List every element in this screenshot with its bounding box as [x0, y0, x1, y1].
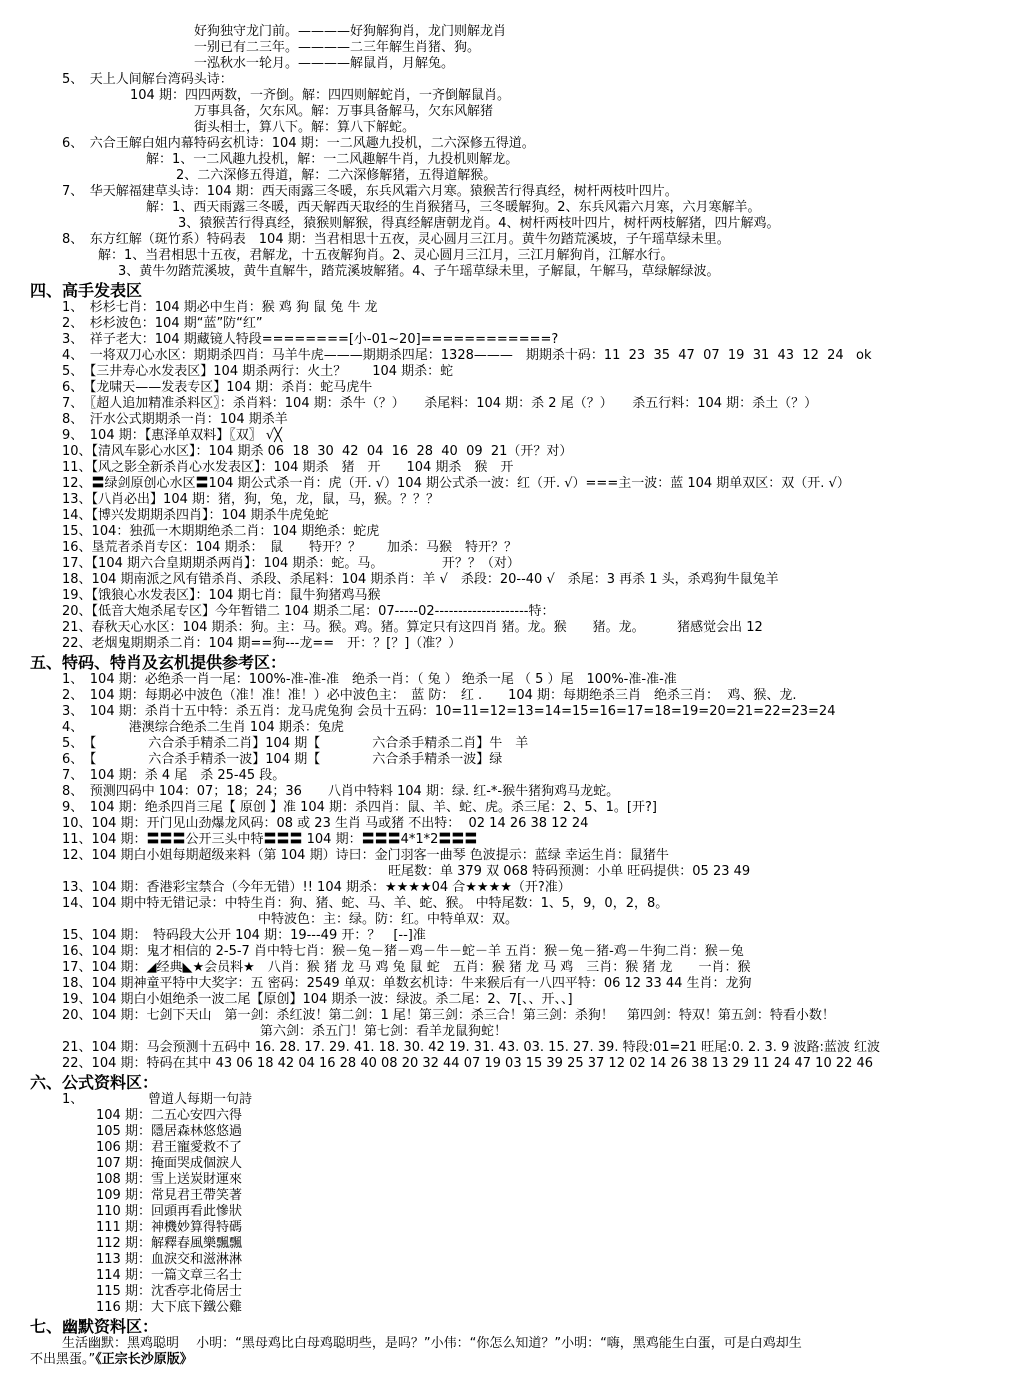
top-line-12: 解：1、西天雨露三冬暖，西天解西天取经的生肖猴猪马，三冬暖解狗。2、东兵风霜六月寒，六月寒解羊。: [146, 200, 761, 215]
list-item: 114 期：一篇文章三名士: [96, 1268, 242, 1283]
list-item: 1、 杉杉七肖：104 期必中生肖：猴 鸡 狗 鼠 兔 牛 龙: [62, 300, 378, 315]
top-line-16: 3、黄牛勿踏荒溪坡，黄牛直解牛，踏荒溪坡解猪。4、子午瑶草绿未里，子解鼠，午解马，草绿解绿波。: [118, 264, 720, 279]
list-item: 10、104 期：开门见山劲爆龙风码：08 或 23 生肖 马或猪 不出特： 02 14 26 38 12 24: [62, 816, 589, 831]
joke-ending: 不出黑蛋。”: [30, 1352, 96, 1367]
top-line-7: 街头相士，算八下。解：算八下解蛇。: [194, 120, 416, 135]
list-item: 6、 【 六合杀手精杀一波】104 期【 六合杀手精杀一波】绿: [62, 752, 503, 767]
top-line-8: 6、 六合王解白姐内幕特码玄机诗：104 期：一二风趣九投机，二六深修五得道。: [62, 136, 535, 151]
brand-label: 《正宗长沙原版》: [95, 1352, 193, 1367]
list-item: 8、 汗水公式期期杀一肖：104 期杀羊: [62, 412, 288, 427]
section-6-number: 1、: [62, 1092, 84, 1107]
top-line-5: 104 期：四四两数，一齐倒。解：四四则解蛇肖，一齐倒解鼠肖。: [130, 88, 510, 103]
list-item: 105 期：隱居森林悠悠過: [96, 1124, 242, 1139]
list-item: 17、【104 期六合皇期期杀两肖】：104 期杀：蛇。马。 开？？（对）: [62, 556, 520, 571]
top-line-6: 万事具备，欠东风。解：万事具备解马，欠东风解猪: [194, 104, 494, 119]
list-item: 10、【清风车影心水区】：104 期杀 06 18 30 42 04 16 28 40 09 21（开？对）: [62, 444, 573, 459]
list-item: 20、104 期：七剑下天山 第一剑：杀红波！第二剑：1 尾！第三剑：杀三合！第三剑：杀狗！ 第四剑：特双！第五剑：特看小数！: [62, 1008, 835, 1023]
top-line-3: 一泓秋水一轮月。————解鼠肖，月解兔。: [194, 56, 455, 71]
top-line-13: 3、猿猴苦行得真经，猿猴则解猴，得真经解唐朝龙肖。4、树杆两枝叶四片，树杆两枝解猪，四片解鸡。: [178, 216, 780, 231]
list-item: 9、 104 期：【惠泽单双料】〖双〗 √╳: [62, 428, 282, 443]
list-item: 15、104：独孤一木期期绝杀二肖：104 期绝杀：蛇虎: [62, 524, 380, 539]
list-item: 11、104 期：〓〓〓公开三头中特〓〓〓 104 期：〓〓〓4*1*2〓〓〓: [62, 832, 478, 847]
list-item: 115 期：沈香亭北倚居士: [96, 1284, 242, 1299]
list-item: 14、104 期中特无错记录：中特生肖：狗、猪、蛇、马、羊、蛇、猴。 中特尾数：1、5，9，0，2，8。: [62, 896, 669, 911]
list-item: 4、 港澳综合绝杀二生肖 104 期杀：兔虎: [62, 720, 344, 735]
list-item: 22、104 期：特码在其中 43 06 18 42 04 16 28 40 08 20 32 44 07 19 03 15 39 25 37 12 02 14 26 38 13 29 11 24 47 10 22 46: [62, 1056, 874, 1071]
top-line-14: 8、 东方红解（斑竹系）特码表 104 期：当君相思十五夜，灵心圆月三江月。黄牛勿踏荒溪坡，子午瑶草绿未里。: [62, 232, 730, 247]
top-line-11: 7、 华天解福建草头诗：104 期：西天雨露三冬暖，东兵风霜六月寒。猿猴苦行得真经，树杆两枝叶四片。: [62, 184, 678, 199]
list-item: 21、春秋天心水区：104 期杀：狗。主：马。猴。鸡。猪。算定只有这四肖 猪。龙。猴 猪。龙。 猪感觉会出 12: [62, 620, 763, 635]
list-item: 7、 〖超人追加精准杀料区〗：杀肖料：104 期：杀牛（？） 杀尾料：104 期：杀 2 尾（？） 杀五行料：104 期：杀土（？）: [62, 396, 818, 411]
list-item: 14、【博兴发期期杀四肖】：104 期杀牛虎兔蛇: [62, 508, 329, 523]
section-4-title: 四、高手发表区: [30, 281, 143, 300]
list-item: 9、 104 期：绝杀四肖三尾【 原创 】准 104 期：杀四肖：鼠、羊、蛇、虎。杀三尾：2、5、1。[开?]: [62, 800, 657, 815]
section-7-title: 七、幽默资料区：: [30, 1317, 159, 1336]
list-item: 112 期：解釋春風樂飄飄: [96, 1236, 242, 1251]
list-item: 20、【低音大炮杀尾专区】今年暂错二 104 期杀二尾：07-----02--------------------特：: [62, 604, 555, 619]
list-item: 17、104 期：◢经典◣★会员料★ 八肖：猴 猪 龙 马 鸡 兔 鼠 蛇 五肖：猴 猪 龙 马 鸡 三肖：猴 猪 龙 一肖：猴: [62, 960, 751, 975]
list-item: 22、老烟鬼期期杀二肖：104 期==狗---龙== 开：？[？]（准？）: [62, 636, 462, 651]
top-line-10: 2、二六深修五得道，解：二六深修解猪，五得道解猴。: [176, 168, 497, 183]
list-item: 108 期：雪上送炭財運來: [96, 1172, 242, 1187]
list-item: 19、104 期白小姐绝杀一波二尾【原创】104 期杀一波：绿波。杀二尾：2、7[、、开、、]: [62, 992, 573, 1007]
list-item: 6、 【龙啸天——发表专区】104 期：杀肖：蛇马虎牛: [62, 380, 373, 395]
list-item-cont: 旺尾数：单 379 双 068 特码预测：小单 旺码提供：05 23 49: [388, 864, 751, 879]
list-item: 12、104 期白小姐每期超级来料（第 104 期）诗曰：金门羽客一曲琴 色波提示：蓝绿 幸运生肖：鼠猪牛: [62, 848, 669, 863]
list-item: 8、 预测四码中 104：07；18；24；36 八肖中特料 104 期：绿. 红-*-猴牛猪狗鸡马龙蛇。: [62, 784, 620, 799]
list-item: 5、 【三井寿心水发表区】104 期杀两行：火土？ 104 期杀：蛇: [62, 364, 454, 379]
joke-line-1: 生活幽默：黑鸡聪明 小明：“黑母鸡比白母鸡聪明些，是吗？”小伟：“你怎么知道？”小明：“嗨，黑鸡能生白蛋，可是白鸡却生: [62, 1336, 802, 1351]
list-item: 16、垦荒者杀肖专区：104 期杀： 鼠 特开？？ 加杀：马猴 特开？？: [62, 540, 517, 555]
list-item: 16、104 期：鬼才相信的 2-5-7 肖中特七肖：猴－兔－猪－鸡－牛－蛇－羊 五肖：猴－兔－猪-鸡－牛狗二肖：猴－兔: [62, 944, 744, 959]
list-item: 18、104 期神童平特中大奖字：五 密码：2549 单双：单数玄机诗：牛来猴后有一八四平特：06 12 33 44 生肖：龙狗: [62, 976, 752, 991]
list-item: 109 期：常見君王帶笑著: [96, 1188, 242, 1203]
list-item: 110 期：回頭再看此慘狀: [96, 1204, 242, 1219]
list-item: 107 期：掩面哭成個淚人: [96, 1156, 242, 1171]
list-item: 116 期：大下底下鐵公雞: [96, 1300, 242, 1315]
list-item: 12、〓绿剑原创心水区〓104 期公式杀一肖：虎（开. √）104 期公式杀一波：红（开. √）===主一波：蓝 104 期单双区：双（开. √）: [62, 476, 850, 491]
list-item: 4、 一将双刀心水区：期期杀四肖：马羊牛虎———期期杀四尾：1328——— 期期杀十码：11 23 35 47 07 19 31 43 12 24 ok: [62, 348, 872, 363]
top-line-2: 一别已有二三年。————二三年解生肖猪、狗。: [194, 40, 481, 55]
list-item: 18、104 期南派之风有错杀肖、杀段、杀尾料：104 期杀肖：羊 √ 杀段：20--40 √ 杀尾：3 再杀 1 头，杀鸡狗牛鼠兔羊: [62, 572, 779, 587]
list-item: 13、104 期：香港彩宝禁合（今年无错）!! 104 期杀：★★★★04 合★★★★（开?准）: [62, 880, 571, 895]
list-item: 5、 【 六合杀手精杀二肖】104 期【 六合杀手精杀二肖】牛 羊: [62, 736, 529, 751]
list-item: 2、 104 期：每期必中波色（准！准！准！）必中波色主： 蓝 防： 红 . 104 期：每期绝杀三肖 绝杀三肖： 鸡、猴、龙.: [62, 688, 797, 703]
list-item: 19、【饿狼心水发表区】：104 期七肖：鼠牛狗猪鸡马猴: [62, 588, 381, 603]
list-item: 104 期：二五心安四六得: [96, 1108, 242, 1123]
list-item: 13、【八肖必出】104 期：猪，狗，兔，龙，鼠，马，猴。？？？: [62, 492, 439, 507]
list-item: 111 期：神機妙算得特碼: [96, 1220, 242, 1235]
list-item: 15、104 期： 特码段大公开 104 期：19---49 开：？ [--]准: [62, 928, 426, 943]
list-item: 113 期：血淚交和滋淋淋: [96, 1252, 242, 1267]
list-item: 3、 祥子老大：104 期藏镜人特段========[小-01~20]============?: [62, 332, 559, 347]
list-item: 2、 杉杉波色：104 期“蓝”防“红”: [62, 316, 263, 331]
top-line-1: 好狗独守龙门前。————好狗解狗肖，龙门则解龙肖: [194, 24, 507, 39]
list-item-cont: 第六剑：杀五门！第七剑：看羊龙鼠狗蛇！: [260, 1024, 508, 1039]
list-item: 1、 104 期：必绝杀一肖一尾：100%-准-准-准 绝杀一肖：（ 兔 ） 绝杀一尾 （ 5 ）尾 100%-准-准-准: [62, 672, 677, 687]
list-item: 7、 104 期：杀 4 尾 杀 25-45 段。: [62, 768, 286, 783]
section-5-title: 五、特码、特肖及玄机提供参考区：: [30, 653, 287, 672]
top-line-4: 5、 天上人间解台湾码头诗：: [62, 72, 233, 87]
top-line-9: 解：1、一二风趣九投机，解：一二风趣解牛肖，九投机则解龙。: [146, 152, 519, 167]
section-6-title: 六、公式资料区：: [30, 1073, 159, 1092]
list-item: 106 期：君王寵愛救不了: [96, 1140, 242, 1155]
poem-title: 曾道人每期一句詩: [148, 1092, 253, 1107]
joke-line-2: [30, 1352, 193, 1368]
list-item: 11、【风之影全新杀肖心水发表区】：104 期杀 猪 开 104 期杀 猴 开: [62, 460, 514, 475]
list-item: 21、104 期：马会预测十五码中 16. 28. 17. 29. 41. 18. 30. 42 19. 31. 43. 03. 15. 27. 39. 特段:01=21 旺尾:0. 2. 3. 9 波路:蓝波 红波: [62, 1040, 880, 1055]
list-item: 3、 104 期：杀肖十五中特：杀五肖：龙马虎兔狗 会员十五码：10=11=12=13=14=15=16=17=18=19=20=21=22=23=24: [62, 704, 836, 719]
list-item-cont: 中特波色：主：绿。防：红。中特单双：双。: [258, 912, 519, 927]
top-line-15: 解：1、当君相思十五夜，君解龙，十五夜解狗肖。2、灵心圆月三江月，三江月解狗肖，江解水行。: [98, 248, 674, 263]
